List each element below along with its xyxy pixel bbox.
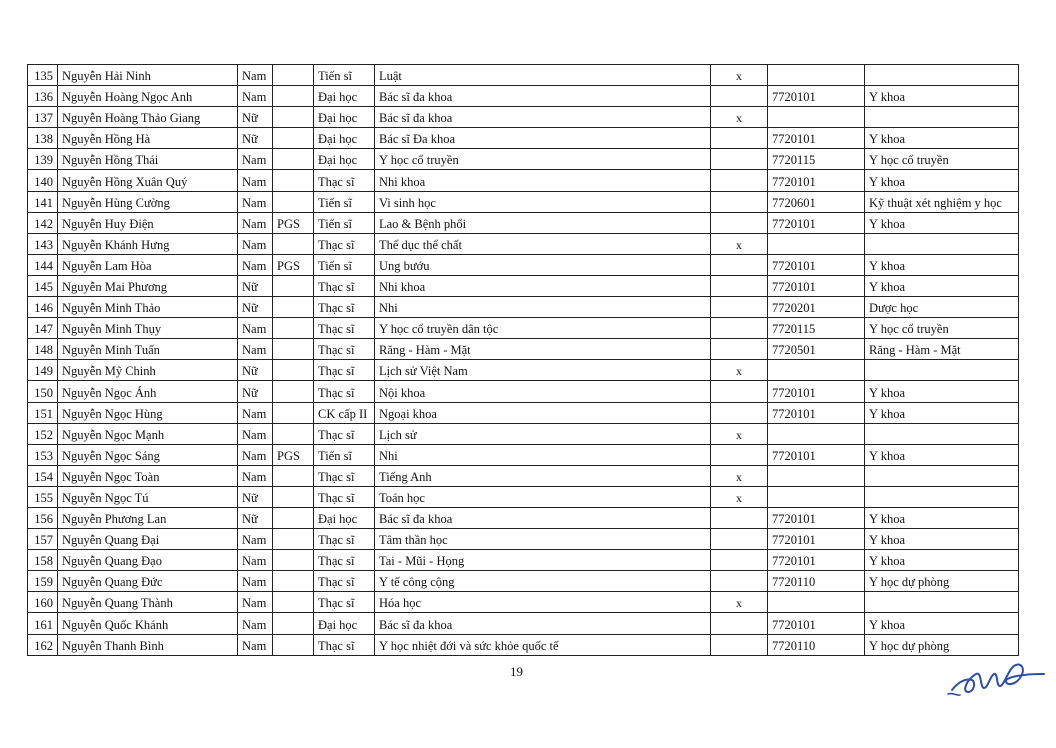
mark-cell [711, 254, 768, 275]
specialization-cell: Nhi [375, 297, 711, 318]
academic-title-cell [273, 360, 314, 381]
specialization-cell: Lịch sử [375, 423, 711, 444]
mark-cell [711, 318, 768, 339]
gender-cell: Nữ [238, 381, 273, 402]
mark-cell: x [711, 423, 768, 444]
staff-name-cell: Nguyễn Hồng Xuân Quý [58, 170, 238, 191]
staff-name-cell: Nguyễn Thanh Bình [58, 634, 238, 655]
mark-cell: x [711, 465, 768, 486]
table-row [28, 128, 1019, 149]
row-number-cell: 136 [28, 86, 58, 107]
program-name-cell: Y học dự phòng [865, 634, 1019, 655]
mark-cell: x [711, 107, 768, 128]
program-name-cell: Y học dự phòng [865, 571, 1019, 592]
specialization-cell: Luật [375, 65, 711, 86]
program-code-cell: 7720201 [768, 297, 865, 318]
degree-cell: Thạc sĩ [314, 318, 375, 339]
table-row [28, 634, 1019, 655]
program-name-cell: Y khoa [865, 128, 1019, 149]
program-code-cell [768, 233, 865, 254]
program-code-cell: 7720101 [768, 507, 865, 528]
specialization-cell: Hóa học [375, 592, 711, 613]
specialization-cell: Lao & Bệnh phổi [375, 212, 711, 233]
degree-cell: Tiến sĩ [314, 254, 375, 275]
degree-cell: Tiến sĩ [314, 212, 375, 233]
staff-name-cell: Nguyễn Huy Điện [58, 212, 238, 233]
academic-title-cell [273, 613, 314, 634]
table-row [28, 86, 1019, 107]
specialization-cell: Bác sĩ đa khoa [375, 86, 711, 107]
specialization-cell: Bác sĩ đa khoa [375, 613, 711, 634]
gender-cell: Nam [238, 339, 273, 360]
program-name-cell: Y khoa [865, 254, 1019, 275]
mark-cell [711, 170, 768, 191]
program-code-cell: 7720101 [768, 402, 865, 423]
staff-name-cell: Nguyễn Hùng Cường [58, 191, 238, 212]
academic-title-cell [273, 339, 314, 360]
program-name-cell: Y khoa [865, 381, 1019, 402]
table-row [28, 360, 1019, 381]
program-name-cell: Y khoa [865, 86, 1019, 107]
program-name-cell [865, 592, 1019, 613]
program-code-cell: 7720115 [768, 149, 865, 170]
degree-cell: Tiến sĩ [314, 444, 375, 465]
academic-title-cell [273, 465, 314, 486]
page-number: 19 [510, 664, 523, 679]
academic-title-cell [273, 318, 314, 339]
table-row [28, 107, 1019, 128]
row-number-cell: 158 [28, 550, 58, 571]
staff-table [27, 64, 1019, 656]
row-number-cell: 147 [28, 318, 58, 339]
gender-cell: Nam [238, 149, 273, 170]
program-name-cell: Y khoa [865, 444, 1019, 465]
table-row [28, 444, 1019, 465]
specialization-cell: Bác sĩ Đa khoa [375, 128, 711, 149]
specialization-cell: Y học nhiệt đới và sức khỏe quốc tế [375, 634, 711, 655]
degree-cell: Thạc sĩ [314, 233, 375, 254]
table-row [28, 592, 1019, 613]
academic-title-cell: PGS [273, 254, 314, 275]
mark-cell [711, 634, 768, 655]
mark-cell [711, 275, 768, 296]
staff-name-cell: Nguyễn Phương Lan [58, 507, 238, 528]
specialization-cell: Nhi khoa [375, 170, 711, 191]
row-number-cell: 153 [28, 444, 58, 465]
program-name-cell [865, 486, 1019, 507]
table-row [28, 318, 1019, 339]
program-name-cell: Dược học [865, 297, 1019, 318]
degree-cell: Đại học [314, 128, 375, 149]
table-row [28, 339, 1019, 360]
staff-name-cell: Nguyễn Khánh Hưng [58, 233, 238, 254]
degree-cell: Thạc sĩ [314, 170, 375, 191]
mark-cell [711, 444, 768, 465]
row-number-cell: 161 [28, 613, 58, 634]
degree-cell: Thạc sĩ [314, 381, 375, 402]
program-code-cell [768, 107, 865, 128]
table-row [28, 550, 1019, 571]
degree-cell: Đại học [314, 149, 375, 170]
table-row [28, 233, 1019, 254]
row-number-cell: 142 [28, 212, 58, 233]
mark-cell: x [711, 486, 768, 507]
program-code-cell: 7720101 [768, 212, 865, 233]
gender-cell: Nam [238, 254, 273, 275]
degree-cell: Đại học [314, 613, 375, 634]
program-code-cell: 7720101 [768, 550, 865, 571]
mark-cell [711, 191, 768, 212]
table-row [28, 191, 1019, 212]
gender-cell: Nam [238, 465, 273, 486]
staff-name-cell: Nguyễn Quang Đức [58, 571, 238, 592]
program-code-cell: 7720501 [768, 339, 865, 360]
program-code-cell: 7720101 [768, 128, 865, 149]
gender-cell: Nam [238, 170, 273, 191]
specialization-cell: Nội khoa [375, 381, 711, 402]
degree-cell: Thạc sĩ [314, 550, 375, 571]
table-row [28, 571, 1019, 592]
program-code-cell [768, 486, 865, 507]
degree-cell: Thạc sĩ [314, 529, 375, 550]
row-number-cell: 157 [28, 529, 58, 550]
staff-name-cell: Nguyễn Minh Thảo [58, 297, 238, 318]
mark-cell [711, 149, 768, 170]
program-name-cell [865, 65, 1019, 86]
gender-cell: Nam [238, 402, 273, 423]
program-name-cell: Y khoa [865, 507, 1019, 528]
mark-cell: x [711, 360, 768, 381]
row-number-cell: 143 [28, 233, 58, 254]
mark-cell: x [711, 233, 768, 254]
row-number-cell: 155 [28, 486, 58, 507]
gender-cell: Nam [238, 613, 273, 634]
row-number-cell: 135 [28, 65, 58, 86]
academic-title-cell [273, 507, 314, 528]
program-code-cell: 7720101 [768, 275, 865, 296]
gender-cell: Nam [238, 550, 273, 571]
staff-name-cell: Nguyễn Quang Đại [58, 529, 238, 550]
table-row [28, 170, 1019, 191]
specialization-cell: Toán học [375, 486, 711, 507]
academic-title-cell [273, 233, 314, 254]
academic-title-cell [273, 107, 314, 128]
row-number-cell: 150 [28, 381, 58, 402]
gender-cell: Nam [238, 592, 273, 613]
academic-title-cell [273, 402, 314, 423]
degree-cell: Thạc sĩ [314, 297, 375, 318]
program-code-cell: 7720101 [768, 613, 865, 634]
academic-title-cell [273, 571, 314, 592]
mark-cell: x [711, 65, 768, 86]
row-number-cell: 141 [28, 191, 58, 212]
gender-cell: Nữ [238, 360, 273, 381]
specialization-cell: Ung bướu [375, 254, 711, 275]
specialization-cell: Tiếng Anh [375, 465, 711, 486]
table-row [28, 507, 1019, 528]
gender-cell: Nam [238, 529, 273, 550]
specialization-cell: Lịch sử Việt Nam [375, 360, 711, 381]
degree-cell: Thạc sĩ [314, 634, 375, 655]
specialization-cell: Nhi khoa [375, 275, 711, 296]
academic-title-cell [273, 128, 314, 149]
staff-name-cell: Nguyễn Quang Đạo [58, 550, 238, 571]
program-code-cell: 7720101 [768, 170, 865, 191]
program-name-cell [865, 107, 1019, 128]
staff-name-cell: Nguyễn Ngọc Sáng [58, 444, 238, 465]
degree-cell: Thạc sĩ [314, 571, 375, 592]
table-row [28, 423, 1019, 444]
academic-title-cell [273, 191, 314, 212]
table-row [28, 381, 1019, 402]
staff-name-cell: Nguyễn Hoàng Ngọc Anh [58, 86, 238, 107]
degree-cell: Đại học [314, 507, 375, 528]
staff-name-cell: Nguyễn Mỹ Chinh [58, 360, 238, 381]
mark-cell [711, 381, 768, 402]
program-code-cell [768, 360, 865, 381]
gender-cell: Nữ [238, 486, 273, 507]
academic-title-cell [273, 550, 314, 571]
table-row [28, 402, 1019, 423]
program-name-cell: Kỹ thuật xét nghiệm y học [865, 191, 1019, 212]
specialization-cell: Tai - Mũi - Họng [375, 550, 711, 571]
mark-cell [711, 529, 768, 550]
table-row [28, 254, 1019, 275]
academic-title-cell [273, 65, 314, 86]
academic-title-cell: PGS [273, 444, 314, 465]
mark-cell [711, 297, 768, 318]
program-name-cell: Y khoa [865, 550, 1019, 571]
program-code-cell [768, 592, 865, 613]
program-name-cell [865, 465, 1019, 486]
degree-cell: Thạc sĩ [314, 486, 375, 507]
program-code-cell: 7720101 [768, 86, 865, 107]
gender-cell: Nam [238, 65, 273, 86]
program-code-cell: 7720115 [768, 318, 865, 339]
table-row [28, 212, 1019, 233]
program-code-cell: 7720601 [768, 191, 865, 212]
program-code-cell: 7720101 [768, 381, 865, 402]
program-name-cell: Răng - Hàm - Mặt [865, 339, 1019, 360]
program-name-cell: Y khoa [865, 275, 1019, 296]
academic-title-cell [273, 592, 314, 613]
specialization-cell: Vi sinh học [375, 191, 711, 212]
specialization-cell: Y học cổ truyền [375, 149, 711, 170]
staff-name-cell: Nguyễn Mai Phương [58, 275, 238, 296]
row-number-cell: 138 [28, 128, 58, 149]
row-number-cell: 146 [28, 297, 58, 318]
specialization-cell: Thể dục thể chất [375, 233, 711, 254]
specialization-cell: Nhi [375, 444, 711, 465]
degree-cell: Tiến sĩ [314, 65, 375, 86]
academic-title-cell [273, 149, 314, 170]
mark-cell [711, 550, 768, 571]
specialization-cell: Bác sĩ đa khoa [375, 507, 711, 528]
gender-cell: Nam [238, 571, 273, 592]
program-name-cell [865, 423, 1019, 444]
program-name-cell: Y khoa [865, 402, 1019, 423]
gender-cell: Nam [238, 191, 273, 212]
program-name-cell: Y học cổ truyền [865, 318, 1019, 339]
mark-cell [711, 212, 768, 233]
table-row [28, 149, 1019, 170]
staff-name-cell: Nguyễn Ngọc Ánh [58, 381, 238, 402]
staff-table-body [28, 65, 1019, 656]
staff-name-cell: Nguyễn Hải Ninh [58, 65, 238, 86]
degree-cell: Đại học [314, 107, 375, 128]
degree-cell: Đại học [314, 86, 375, 107]
academic-title-cell [273, 423, 314, 444]
staff-name-cell: Nguyễn Ngọc Mạnh [58, 423, 238, 444]
table-row [28, 65, 1019, 86]
specialization-cell: Răng - Hàm - Mặt [375, 339, 711, 360]
program-code-cell [768, 465, 865, 486]
row-number-cell: 139 [28, 149, 58, 170]
table-row [28, 486, 1019, 507]
mark-cell [711, 339, 768, 360]
degree-cell: Thạc sĩ [314, 465, 375, 486]
academic-title-cell [273, 297, 314, 318]
staff-name-cell: Nguyễn Hoàng Thảo Giang [58, 107, 238, 128]
mark-cell [711, 402, 768, 423]
program-name-cell [865, 360, 1019, 381]
specialization-cell: Tâm thần học [375, 529, 711, 550]
program-code-cell [768, 423, 865, 444]
gender-cell: Nữ [238, 275, 273, 296]
row-number-cell: 137 [28, 107, 58, 128]
program-code-cell: 7720101 [768, 529, 865, 550]
table-row [28, 297, 1019, 318]
staff-name-cell: Nguyễn Ngọc Tú [58, 486, 238, 507]
gender-cell: Nam [238, 86, 273, 107]
table-row [28, 275, 1019, 296]
table-row [28, 465, 1019, 486]
academic-title-cell: PGS [273, 212, 314, 233]
program-code-cell [768, 65, 865, 86]
gender-cell: Nữ [238, 297, 273, 318]
row-number-cell: 145 [28, 275, 58, 296]
program-name-cell: Y khoa [865, 529, 1019, 550]
degree-cell: Thạc sĩ [314, 592, 375, 613]
gender-cell: Nữ [238, 507, 273, 528]
degree-cell: CK cấp II [314, 402, 375, 423]
table-row [28, 529, 1019, 550]
mark-cell: x [711, 592, 768, 613]
program-name-cell [865, 233, 1019, 254]
academic-title-cell [273, 529, 314, 550]
degree-cell: Tiến sĩ [314, 191, 375, 212]
specialization-cell: Bác sĩ đa khoa [375, 107, 711, 128]
gender-cell: Nữ [238, 107, 273, 128]
academic-title-cell [273, 486, 314, 507]
row-number-cell: 149 [28, 360, 58, 381]
table-row [28, 613, 1019, 634]
row-number-cell: 160 [28, 592, 58, 613]
degree-cell: Thạc sĩ [314, 360, 375, 381]
row-number-cell: 151 [28, 402, 58, 423]
specialization-cell: Ngoại khoa [375, 402, 711, 423]
row-number-cell: 148 [28, 339, 58, 360]
staff-name-cell: Nguyễn Minh Tuấn [58, 339, 238, 360]
gender-cell: Nam [238, 233, 273, 254]
academic-title-cell [273, 634, 314, 655]
degree-cell: Thạc sĩ [314, 339, 375, 360]
gender-cell: Nam [238, 634, 273, 655]
academic-title-cell [273, 86, 314, 107]
staff-name-cell: Nguyễn Lam Hòa [58, 254, 238, 275]
row-number-cell: 156 [28, 507, 58, 528]
staff-name-cell: Nguyễn Ngọc Toàn [58, 465, 238, 486]
academic-title-cell [273, 381, 314, 402]
signature-icon [944, 652, 1054, 700]
row-number-cell: 144 [28, 254, 58, 275]
staff-name-cell: Nguyễn Quốc Khánh [58, 613, 238, 634]
staff-name-cell: Nguyễn Hồng Hà [58, 128, 238, 149]
gender-cell: Nam [238, 444, 273, 465]
specialization-cell: Y học cổ truyền dân tộc [375, 318, 711, 339]
gender-cell: Nam [238, 423, 273, 444]
mark-cell [711, 571, 768, 592]
specialization-cell: Y tế công cộng [375, 571, 711, 592]
mark-cell [711, 613, 768, 634]
staff-name-cell: Nguyễn Minh Thụy [58, 318, 238, 339]
staff-name-cell: Nguyễn Quang Thành [58, 592, 238, 613]
row-number-cell: 140 [28, 170, 58, 191]
program-name-cell: Y khoa [865, 170, 1019, 191]
program-name-cell: Y khoa [865, 613, 1019, 634]
program-code-cell: 7720110 [768, 634, 865, 655]
program-code-cell: 7720101 [768, 444, 865, 465]
academic-title-cell [273, 170, 314, 191]
staff-name-cell: Nguyễn Ngọc Hùng [58, 402, 238, 423]
row-number-cell: 152 [28, 423, 58, 444]
mark-cell [711, 128, 768, 149]
academic-title-cell [273, 275, 314, 296]
row-number-cell: 154 [28, 465, 58, 486]
mark-cell [711, 86, 768, 107]
mark-cell [711, 507, 768, 528]
degree-cell: Thạc sĩ [314, 275, 375, 296]
program-name-cell: Y học cổ truyền [865, 149, 1019, 170]
degree-cell: Thạc sĩ [314, 423, 375, 444]
row-number-cell: 162 [28, 634, 58, 655]
program-code-cell: 7720101 [768, 254, 865, 275]
staff-name-cell: Nguyễn Hồng Thái [58, 149, 238, 170]
program-code-cell: 7720110 [768, 571, 865, 592]
program-name-cell: Y khoa [865, 212, 1019, 233]
gender-cell: Nam [238, 318, 273, 339]
gender-cell: Nam [238, 212, 273, 233]
row-number-cell: 159 [28, 571, 58, 592]
gender-cell: Nữ [238, 128, 273, 149]
